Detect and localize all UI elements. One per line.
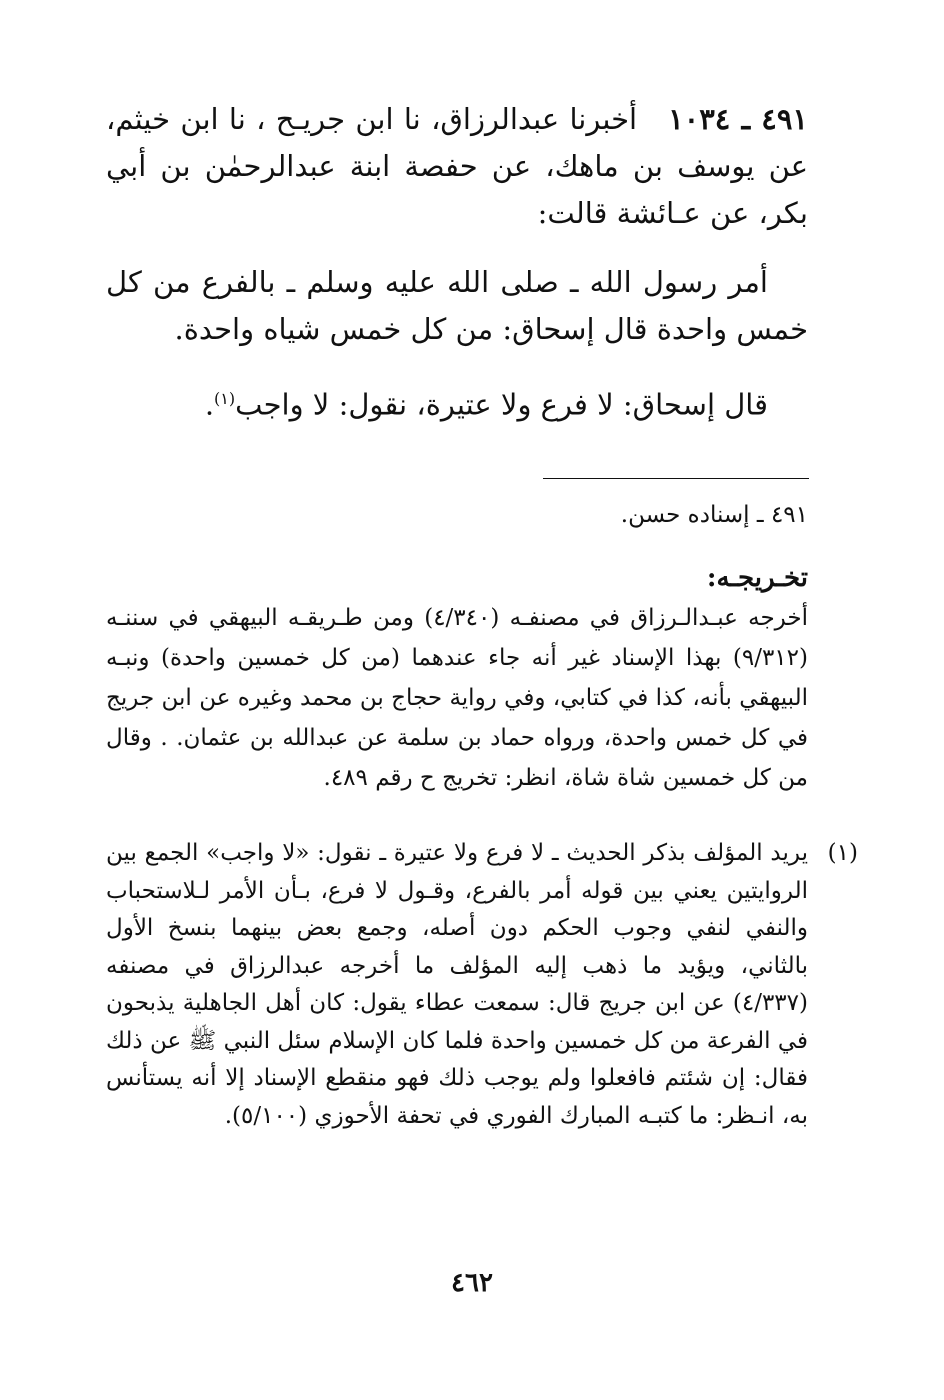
- footnote-marker: (١): [827, 840, 858, 866]
- footnote-1: [106, 835, 858, 1135]
- ishaq-statement-paragraph: [106, 375, 808, 429]
- hadith-number: ٤٩١ ـ ١٠٣٤: [668, 102, 808, 136]
- hadith-main-text: [106, 96, 808, 429]
- ishaq-statement-end: .: [204, 387, 215, 422]
- footnote-text: يريد المؤلف بذكر الحديث ـ لا فرع ولا عتيرة ـ نقول: «لا واجب» الجمع بين الروايتين يعني بين قوله أمر بالفرع، وقـول لا فرع، بـأن الأمر لـلاستحباب والنفي لنفي وجوب الحكم دون أصله، وجمع بعض بينهما بنسخ الأول بالثاني، ويؤيد ما ذهب إليه المؤلف ما أخرجه عبدالرزاق في مصنفه (٤/٣٣٧) عن ابن جريج قال: سمعت عطاء يقول: كان أهل الجاهلية يذبحون في الفرعة من كل خمسين واحدة فلما كان الإسلام سئل النبي ﷺ عن ذلك فقال: إن شئتم فافعلوا ولم يوجب ذلك فهو منقطع الإسناد إلا أنه يستأنس به، انـظر: ما كتبـه المبارك الفوري في تحفة الأحوزي (٥/١٠٠).: [106, 840, 808, 1129]
- isnad-grade-note: ٤٩١ ـ إسناده حسن.: [620, 502, 808, 528]
- takhrij-body: أخرجه عبـدالـرزاق في مصنفـه (٤/٣٤٠) ومن طـريقـه البيهقي في سننـه (٩/٣١٢) بهذا الإسناد غير أنه جاء عندهما (من كل خمسين واحدة) ونبـه البيهقي بأنه، كذا في كتابي، وفي رواية حجاج بن محمد وغيره عن ابن جريج في كل خمس واحدة، ورواه حماد بن سلمة عن عبدالله بن عثمان. . وقال من كل خمسين شاة شاة، انظر: تخريج ح رقم ٤٨٩.: [106, 605, 808, 791]
- takhrij-heading: تخـريجـه:: [706, 563, 808, 593]
- hadith-matn: أمر رسول الله ـ صلى الله عليه وسلم ـ بالفرع من كل خمس واحدة قال إسحاق: من كل خمس شياه واحدة.: [106, 265, 808, 346]
- ishaq-statement: قال إسحاق: لا فرع ولا عتيرة، نقول: لا واجب: [235, 387, 768, 422]
- hadith-isnad-paragraph: [106, 96, 808, 237]
- footnote-reference[interactable]: (١): [214, 389, 236, 408]
- hadith-isnad: أخبرنا عبدالرزاق، نا ابن جريـح ، نا ابن خيثم، عن يوسف بن ماهك، عن حفصة ابنة عبدالرحمٰن بن أبي بكر، عن عـائشة قالت:: [106, 102, 808, 230]
- footnote-separator-rule: [543, 478, 809, 479]
- page-number: ٤٦٢: [451, 1268, 493, 1298]
